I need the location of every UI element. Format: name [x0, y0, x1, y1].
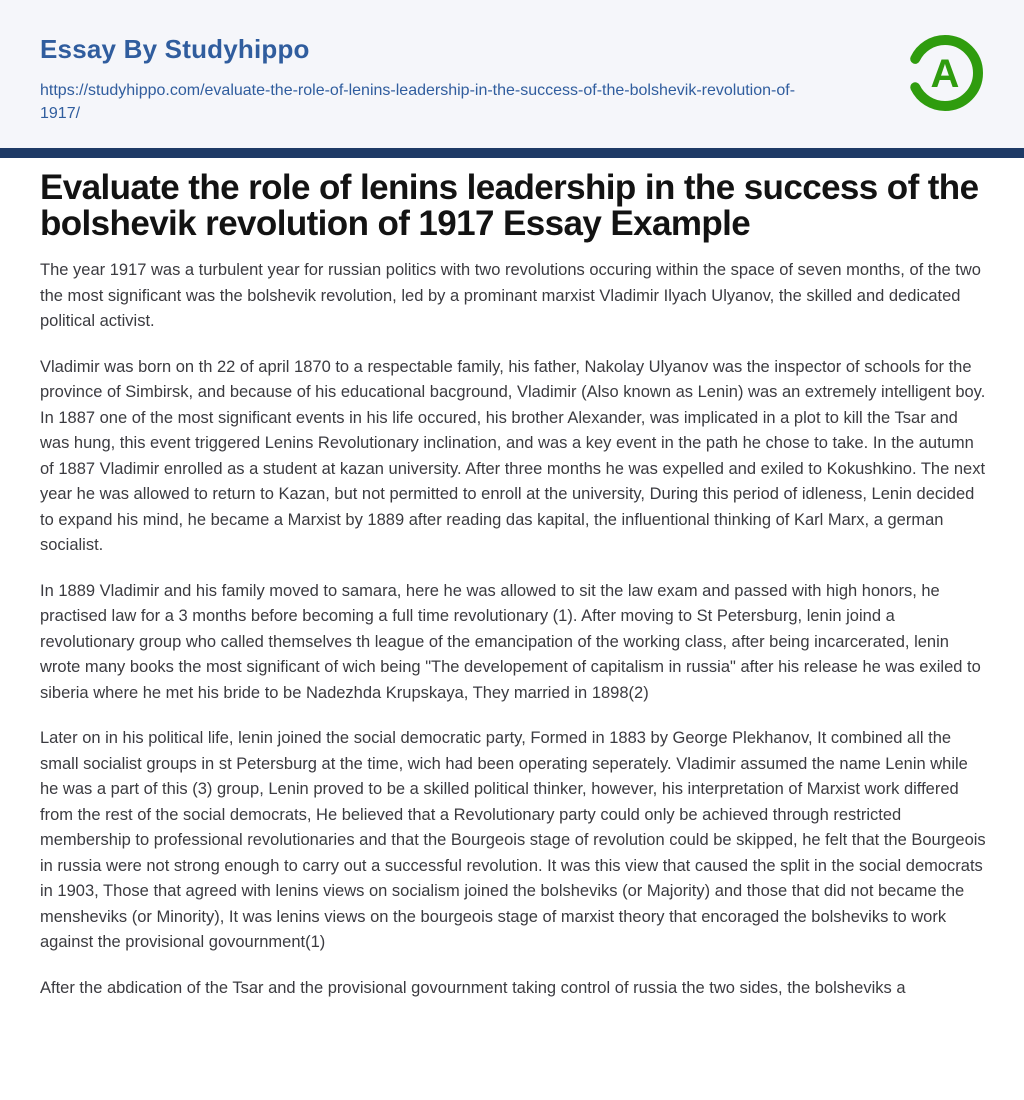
essay-url-link[interactable]: https://studyhippo.com/evaluate-the-role-of-lenins-leadership-in-the-success-of-the-bolshevik-revolution-of-1917/	[40, 82, 796, 123]
essay-paragraph-2: Vladimir was born on th 22 of april 1870 to a respectable family, his father, Nakolay Ulyanov was the inspector of schools for the province of Simbirsk, and because of his educational bacground, Vladimir (Also known as Lenin) was an extremely intelligent boy. In 1887 one of the most significant events in his life occured, his brother Alexander, was implicated in a plot to kill the Tsar and was hung, this event triggered Lenins Revolutionary inclination, and was a key event in the path he chose to take. In the autumn of 1887 Vladimir enrolled as a student at kazan university. After three months he was expelled and exiled to Kokushkino. The next year he was allowed to return to Kazan, but not permitted to enroll at the university, During this period of idleness, Lenin decided to expand his mind, he became a Marxist by 1889 after reading das kapital, the influentional thinking of Karl Marx, a german socialist.	[40, 357, 986, 555]
site-logo[interactable]	[904, 32, 986, 114]
logo-letter: A	[930, 52, 960, 96]
header-text-block	[40, 34, 835, 125]
essay-body	[40, 258, 986, 1001]
site-title: Essay By Studyhippo	[40, 34, 310, 64]
essay-paragraph-1: The year 1917 was a turbulent year for russian politics with two revolutions occuring within the space of seven months, of the two the most significant was the bolshevik revolution, led by a prominant marxist Vladimir Ilyach Ulyanov, the skilled and dedicated political activist.	[40, 261, 981, 331]
essay-paragraph-3: In 1889 Vladimir and his family moved to samara, here he was allowed to sit the law exam and passed with high honors, he practised law for a 3 months before becoming a full time revolutionary (1). After moving to St Petersburg, lenin joind a revolutionary group who called themselves th league of the emancipation of the working class, after being incarcerated, lenin wrote many books the most significant of wich being "The developement of capitalism in russia" after his release he was exiled to siberia where he met his bride to be Nadezhda Krupskaya, They married in 1898(2)	[40, 581, 981, 702]
essay-paragraph-5: After the abdication of the Tsar and the provisional govournment taking control of russia the two sides, the bolsheviks a	[40, 978, 906, 997]
essay-title: Evaluate the role of lenins leadership in the success of the bolshevik revolution of 1917 Essay Example	[40, 168, 979, 244]
essay-paragraph-4: Later on in his political life, lenin joined the social democratic party, Formed in 1883 by George Plekhanov, It combined all the small socialist groups in st Petersburg at the time, wich had been operating seperately. Vladimir assumed the name Lenin while he was a part of this (3) group, Lenin proved to be a skilled political thinker, however, his interpretation of Marxist work differed from the rest of the social democrats, He believed that a Revolutionary party could only be achieved through restricted membership to professional revolutionaries and that the Bourgeois stage of revolution could be skipped, he felt that the Bourgeois in russia were not strong enough to carry out a successful revolution. It was this view that caused the split in the social democrats in 1903, Those that agreed with lenins views on socialism joined the bolsheviks (or Majority) and those that did not became the mensheviks (or Minority), It was lenins views on the bourgeois stage of marxist theory that encoraged the bolsheviks to work against the provisional govournment(1)	[40, 729, 986, 952]
essay-content	[0, 158, 1024, 1001]
logo-arc-icon	[904, 32, 986, 114]
header-divider-bar	[0, 148, 1024, 158]
page-header	[0, 0, 1024, 148]
